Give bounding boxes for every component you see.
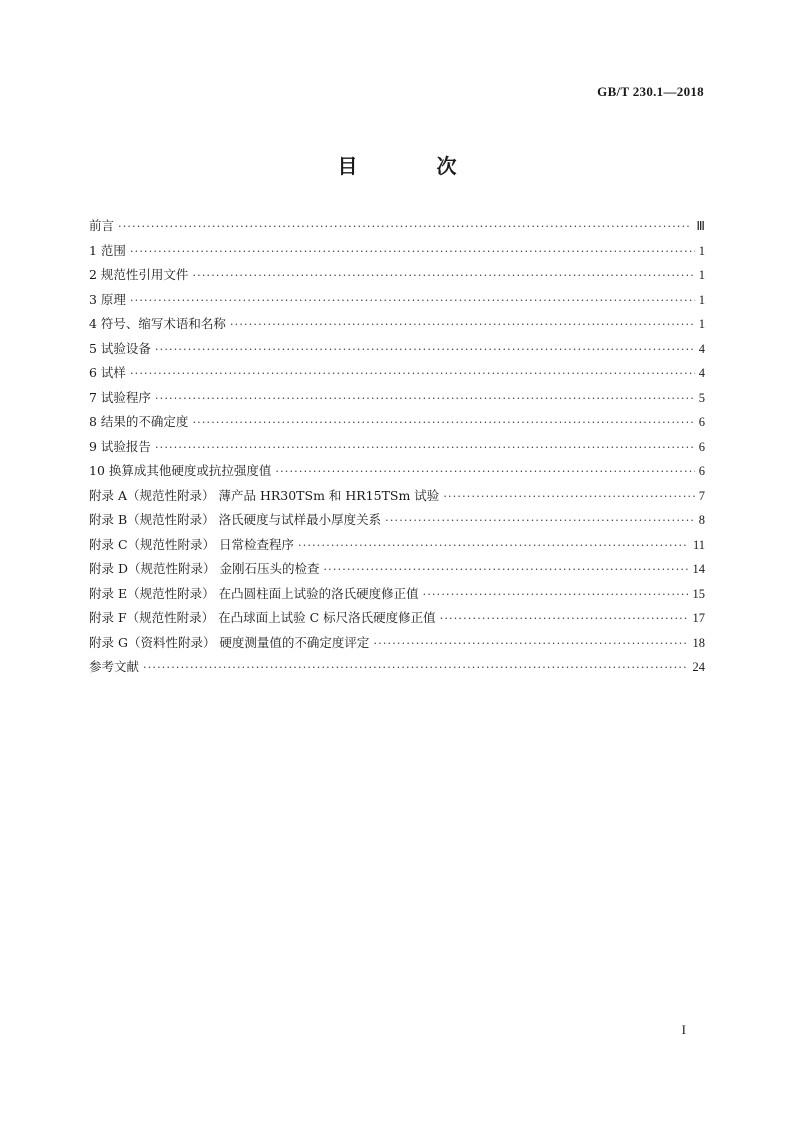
- toc-entry-9[interactable]: [89, 437, 705, 462]
- toc-dot-leader: [298, 539, 689, 552]
- toc-entry-7[interactable]: [89, 388, 705, 413]
- toc-entry-label: 附录 E（规范性附录） 在凸圆柱面上试验的洛氏硬度修正值: [89, 585, 419, 601]
- toc-entry-annex-b[interactable]: [89, 510, 705, 535]
- toc-entry-page: 6: [698, 439, 705, 454]
- toc-entry-annex-f[interactable]: [89, 608, 705, 633]
- toc-entry-annex-c[interactable]: [89, 535, 705, 560]
- toc-entry-annex-e[interactable]: [89, 584, 705, 609]
- toc-entry-page: 14: [692, 562, 705, 576]
- standard-code: GB/T 230.1—2018: [597, 84, 704, 99]
- toc-entry-annex-d[interactable]: [89, 559, 705, 584]
- toc-entry-label: 前言: [89, 218, 115, 233]
- toc-dot-leader: [155, 441, 695, 454]
- toc-entry-5[interactable]: [89, 339, 705, 364]
- toc-entry-page: 15: [692, 586, 705, 601]
- toc-dot-leader: [423, 588, 689, 601]
- toc-entry-page: 7: [698, 488, 705, 503]
- toc-entry-page: 1: [698, 268, 705, 282]
- toc-dot-leader: [130, 245, 695, 258]
- toc-dot-leader: [275, 465, 694, 478]
- toc-entry-page: 6: [698, 415, 705, 429]
- toc-entry-label: 附录 G（资料性附录） 硬度测量值的不确定度评定: [89, 634, 370, 650]
- toc-entry-page: 4: [698, 366, 705, 380]
- toc-title: 目 次: [337, 154, 493, 178]
- toc-entry-label: 4 符号、缩写术语和名称: [89, 316, 226, 331]
- toc-dot-leader: [143, 661, 688, 674]
- toc-entry-6[interactable]: [89, 363, 705, 388]
- toc-entry-label: 10 换算成其他硬度或抗拉强度值: [89, 463, 272, 478]
- toc-entry-page: 8: [698, 513, 705, 527]
- toc-dot-leader: [373, 637, 688, 650]
- toc-entry-4[interactable]: [89, 314, 705, 339]
- toc-entry-3[interactable]: [89, 290, 705, 315]
- toc-entry-page: 18: [692, 635, 705, 650]
- toc-dot-leader: [443, 490, 694, 503]
- toc-entry-label: 3 原理: [89, 291, 126, 307]
- toc-entry-page: 17: [692, 611, 705, 625]
- toc-dot-leader: [118, 220, 692, 233]
- toc-dot-leader: [155, 343, 695, 356]
- toc-entry-annex-g[interactable]: [89, 633, 705, 658]
- toc-entry-label: 6 试样: [89, 365, 126, 380]
- toc-entry-label: 8 结果的不确定度: [89, 414, 189, 429]
- toc-dot-leader: [130, 294, 695, 307]
- toc-dot-leader: [440, 612, 689, 625]
- toc-entry-1[interactable]: [89, 241, 705, 266]
- toc-entry-page: 11: [692, 537, 705, 552]
- toc-entry-label: 附录 B（规范性附录） 洛氏硬度与试样最小厚度关系: [89, 512, 382, 527]
- toc-dot-leader: [192, 416, 694, 429]
- toc-entry-page: 24: [692, 660, 705, 674]
- toc-dot-leader: [155, 392, 695, 405]
- toc-entry-8[interactable]: [89, 412, 705, 437]
- toc-entry-10[interactable]: [89, 461, 705, 486]
- toc-dot-leader: [192, 269, 694, 282]
- toc-entry-page: 1: [698, 292, 705, 307]
- toc-entry-label: 附录 A（规范性附录） 薄产品 HR30TSm 和 HR15TSm 试验: [89, 487, 440, 503]
- toc-dot-leader: [230, 318, 695, 331]
- toc-entry-label: 2 规范性引用文件: [89, 267, 189, 282]
- toc-entry-label: 附录 F（规范性附录） 在凸球面上试验 C 标尺洛氏硬度修正值: [89, 610, 436, 625]
- toc-entry-label: 7 试验程序: [89, 389, 151, 405]
- toc-entry-bibliography[interactable]: [89, 657, 705, 682]
- toc-entry-page: 4: [698, 341, 705, 356]
- toc-entry-label: 9 试验报告: [89, 438, 151, 454]
- page-number: I: [681, 1022, 686, 1037]
- toc-entry-label: 参考文献: [89, 659, 140, 674]
- toc-entry-label: 附录 C（规范性附录） 日常检查程序: [89, 536, 295, 552]
- toc-entry-label: 1 范围: [89, 242, 126, 258]
- toc-entry-page: 1: [698, 243, 705, 258]
- toc-entry-annex-a[interactable]: [89, 486, 705, 511]
- toc-entry-page: 6: [698, 464, 705, 478]
- toc-entry-label: 5 试验设备: [89, 340, 151, 356]
- toc-dot-leader: [323, 563, 688, 576]
- toc-dot-leader: [385, 514, 695, 527]
- toc-entry-page: 5: [698, 390, 705, 405]
- table-of-contents: [89, 216, 705, 682]
- toc-entry-page: 1: [698, 317, 705, 331]
- toc-entry-label: 附录 D（规范性附录） 金刚石压头的检查: [89, 561, 320, 576]
- toc-entry-2[interactable]: [89, 265, 705, 290]
- toc-dot-leader: [130, 367, 695, 380]
- toc-entry-page: Ⅲ: [696, 219, 705, 233]
- toc-entry-preface[interactable]: [89, 216, 705, 241]
